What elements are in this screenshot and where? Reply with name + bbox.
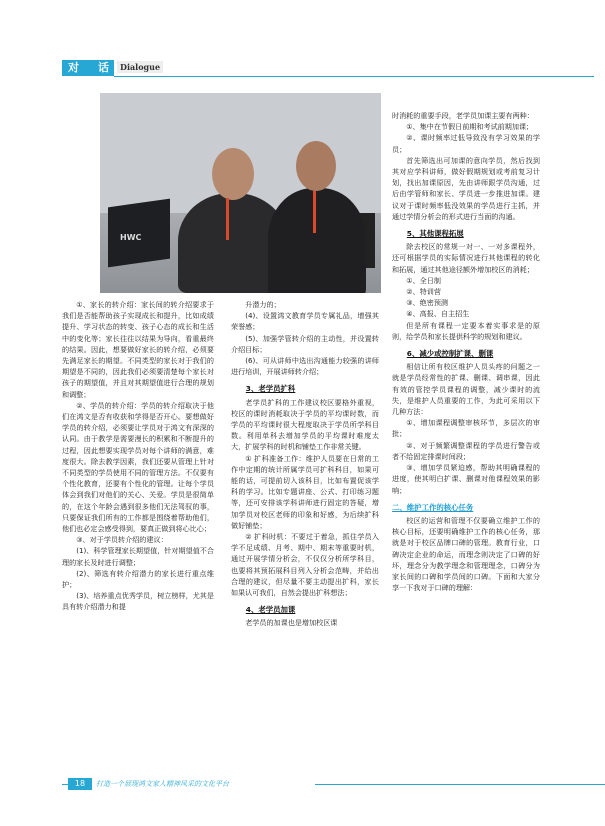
paragraph: ①、增加课程调整审核环节，多层次的审批；: [392, 418, 540, 439]
paragraph: ②、对于频繁调整课程的学员进行警告或者不给固定排课时间段；: [392, 440, 540, 461]
paragraph: (3)、培养重点优秀学员，树立榜样，尤其是具有转介绍潜力和提: [62, 591, 214, 612]
header-rule: [114, 76, 594, 77]
lanyard-right: [313, 191, 316, 233]
page-number: 18: [68, 778, 92, 790]
paragraph: ②、学员的转介绍：学员的转介绍取决于他们在鸿文是否有收获和学得是否开心。要想做好学员的转介绍，必须要让学员对于鸿文有深深的认同。由于教学是需要漫长的积累和不断提升的过程，因此想要实现学员对每个讲师的满意，难度很大。除去教学因素，我们还要从管理上针对不同类型的学员使用不同的管理方法。不仅要有个性化教育，还要有个性化的管理。让每个学员体会到我们对他们的关心、关爱。学员是很简单的，在这个年龄会遇到很多他们无法驾驭的事，只要保证我们所有的工作都是围绕着帮助他们，他们也必定会感受得到，要真正做到将心比心；: [62, 400, 214, 534]
section-heading: 6、减少或控制扩课、删课: [406, 349, 494, 359]
paragraph: 老学员扩科的工作建议校区要格外重视，校区的课时消耗取决于学员的平均课时数，而学员的平均课时很大程度取决于学员所学科目数。利用单科去增加学员的平均课时难度太大，扩展学科的时机和铺垫工作非常关键。: [231, 397, 379, 452]
paragraph: ①、集中在节假日前期和考试前期加课；: [406, 122, 534, 132]
paragraph: ① 扩科准备工作：维护人员要在日常的工作中定期的统计所属学员可扩科科目，如果可能的话，可提前切入该科目，比如布置促该学科的学习。比如专题讲座、公式、打印练习题等，还可安排该学科讲师进行固定的答疑，增加学员对校区老师的印象和好感，为后续扩科做好铺垫；: [231, 453, 379, 530]
paragraph: ②、课时频率过低导致没有学习效果的学员；: [392, 133, 540, 154]
office-photo: [100, 93, 381, 293]
footer-slogan: 打造一个展现鸿文家人精神风采的文化平台: [96, 780, 229, 788]
paragraph: 但是所有课程一定要本着实事求是的原则，给学员和家长提供科学的规划和建议。: [392, 320, 540, 341]
person-right: [268, 188, 366, 293]
footer-rule-right: [315, 784, 605, 785]
section-heading: 3、老学员扩科: [245, 384, 296, 394]
paragraph: 相信让所有校区维护人员头疼的问题之一就是学员经常性的扩课、删课、调串课，因此有效的管控学员课程的调整，减少课时的流失，是维护人员重要的工作，为此可采用以下几种方法：: [392, 362, 540, 417]
monitor-brand-label: HWC: [120, 233, 142, 242]
paragraph: ①、家长的转介绍：家长间的转介绍要求于我们是否能帮助孩子实现成长和提升，比如成绩提升、学习状态的转变、孩子心态的成长和生活中的变化等；家长往往以结果为导向，看重最终的结果。因此，想要做好家长的转介绍，必须要先满足家长的期望。不同类型的家长对于我们的期望是不同的，因此我们必须要清楚每个家长对孩子的期望值，并且对其期望值进行合理的规划和调整；: [62, 300, 214, 399]
paragraph: ② 扩科时机：不要过于着急，抓住学员入学不足成绩、月考、期中、期末等重要时机，通过开展学情分析会，不仅仅分析所学科目，也要将其预拓展科目列入分析会范畴，并给出合理的建议，但尽量不要主动提出扩科，家长如果认可我们，自然会提出扩科想法；: [231, 532, 379, 598]
person-left-head: [212, 148, 254, 200]
paragraph: 除去校区的常规一对一、一对多课程外，还可根据学员的实际情况进行其他课程的转化和拓展，通过其他途径额外增加校区的消耗；: [392, 242, 540, 274]
paragraph: ③、绝密预测: [406, 298, 449, 308]
paragraph: 升潜力的；: [245, 300, 281, 309]
section-heading: 5、其他课程拓展: [406, 229, 464, 239]
paragraph: 老学员的加课也是增加校区课: [245, 618, 338, 628]
paragraph: (4)、设置鸿文教育学员专属礼品，增强其荣誉感；: [231, 311, 379, 332]
paragraph: 校区的运营和管理不仅要确立维护工作的核心目标，还要明确维护工作的核心任务，那就是对于校区品牌口碑的管理。教育行业，口碑决定企业的命运，而理念则决定了口碑的好坏，理念分为教学理念和管理理念，口碑分为家长间的口碑和学员间的口碑。下面和大家分享一下我对于口碑的理解：: [392, 515, 540, 593]
section-heading: 4、老学员加课: [245, 605, 296, 615]
paragraph: ④、高报、自主招生: [406, 309, 470, 319]
paragraph: ③、增加学员紧迫感，帮助其明确课程的进度，使其明白扩课、删课对他课程效果的影响；: [392, 463, 540, 495]
text-column-2: [231, 299, 379, 629]
paragraph: ③、对于学员转介绍的建议：: [76, 535, 168, 545]
paragraph: (2)、筛选有转介绍潜力的家长进行重点维护；: [62, 568, 214, 590]
paragraph: 时消耗的重要手段，老学员加课主要有两种：: [392, 111, 534, 120]
text-column-3: [392, 110, 540, 593]
text-column-1: [62, 299, 214, 613]
section-title: 对 话: [62, 60, 114, 76]
section-subtitle: Dialogue: [117, 61, 163, 73]
person-right-head: [296, 141, 336, 191]
paragraph: ①、全日制: [406, 275, 441, 285]
paragraph: 首先筛选出可加课的意向学员，然后找到其对应学科讲师，做好假期规划或考前复习计划，找出加课原因，先由讲师跟学员沟通，过后由学管师和家长、学员进一步推进加课。建议对于课时频率低没效果的学员进行主抓，并通过学情分析会的形式进行当面的沟通。: [392, 155, 540, 221]
paragraph: (5)、加强学管转介绍的主动性，并设置转介绍目标；: [231, 333, 379, 354]
paragraph: (1)、科学管理家长期望值，针对期望值不合理的家长及时进行调整；: [62, 546, 214, 567]
paragraph: (6)、可从讲师中选出沟通能力较强的讲师进行培训，开展讲师转介绍；: [231, 356, 379, 377]
paragraph: ②、特训营: [406, 287, 441, 297]
lanyard-left: [226, 198, 229, 240]
section-heading: 二、维护工作的核心任务: [392, 502, 474, 512]
